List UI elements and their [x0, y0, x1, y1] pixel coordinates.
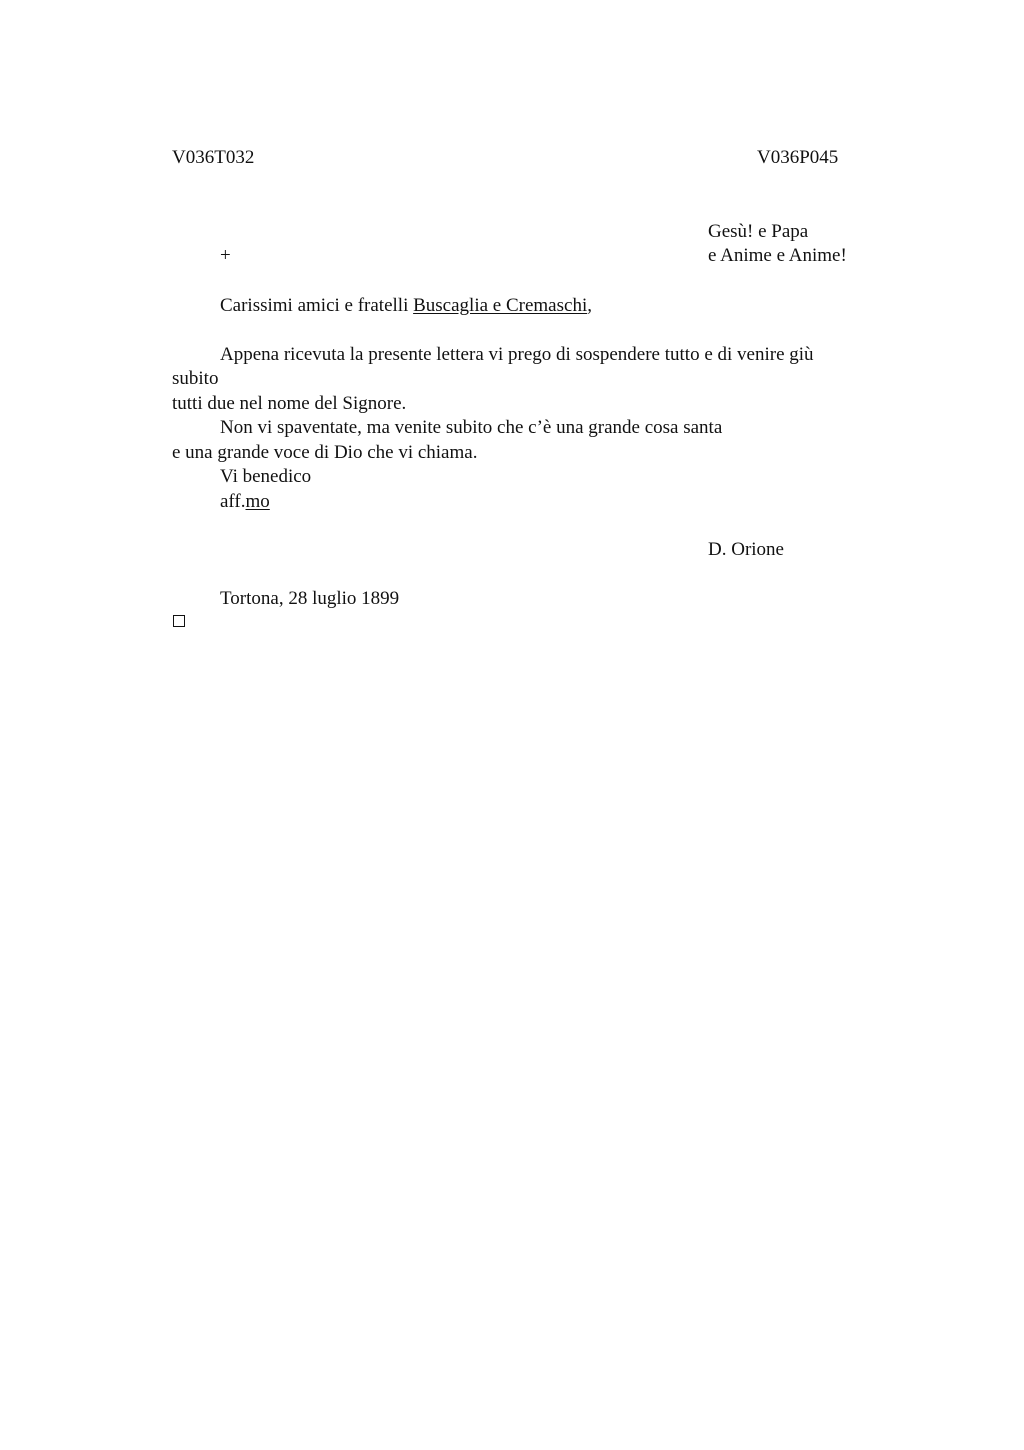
- signature: D. Orione: [708, 539, 784, 560]
- closing-suffix: mo: [245, 491, 270, 512]
- document-code-left: V036T032: [172, 147, 255, 168]
- closing: [220, 490, 270, 514]
- body-line-4: Non vi spaventate, ma venite subito che c’è una grande cosa santa: [220, 417, 723, 438]
- body-line-5: e una grande voce di Dio che vi chiama.: [172, 442, 478, 463]
- salutation-names: Buscaglia e Cremaschi: [413, 295, 588, 316]
- closing-prefix: aff.: [220, 491, 246, 512]
- salutation-suffix: ,: [587, 295, 592, 316]
- body-line-3: tutti due nel nome del Signore.: [172, 393, 407, 414]
- body-line-1: Appena ricevuta la presente lettera vi prego di sospendere tutto e di venire giù: [220, 344, 814, 365]
- salutation: [220, 294, 592, 318]
- square-marker-icon: [173, 615, 185, 627]
- invocation-line-2: e Anime e Anime!: [708, 245, 847, 266]
- body-line-2: subito: [172, 368, 219, 389]
- invocation-line-1: Gesù! e Papa: [708, 221, 809, 242]
- place-date: Tortona, 28 luglio 1899: [220, 588, 400, 609]
- body-line-6: Vi benedico: [220, 466, 312, 487]
- document-code-right: V036P045: [757, 147, 839, 168]
- cross-symbol: +: [220, 245, 231, 266]
- salutation-prefix: Carissimi amici e fratelli: [220, 295, 414, 316]
